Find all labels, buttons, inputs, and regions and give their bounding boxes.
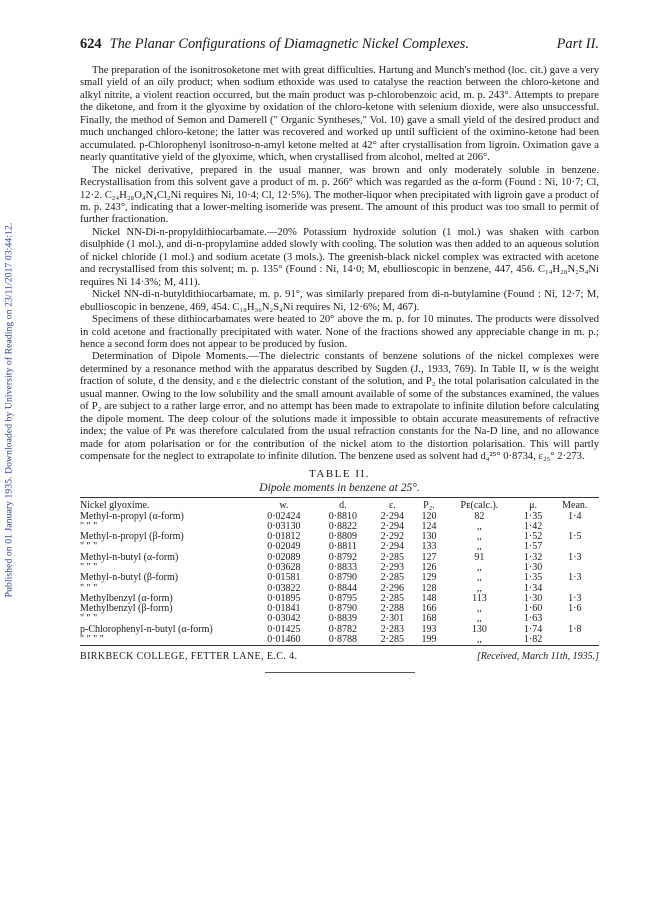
table-cell: 193 (421, 623, 437, 635)
table-cell: 124 (421, 520, 437, 532)
table-cell: Methyl-n-propyl (α-form) (80, 510, 184, 522)
table-row (80, 635, 599, 645)
table-cell: 1·3 (568, 592, 582, 604)
table-cell: 2·288 (380, 603, 404, 615)
table-cell: 166 (421, 603, 437, 615)
table-cell: 1·30 (523, 561, 543, 573)
table-cell: 0·01581 (267, 572, 301, 584)
table-cell: 1·4 (568, 510, 582, 522)
table-cell: 0·8782 (328, 623, 358, 635)
table-cell: " " " (80, 582, 98, 594)
table-cell: 2·294 (380, 541, 404, 553)
table-cell: 0·8788 (328, 634, 358, 646)
header-nickel-glyoxime: Nickel glyoxime. (80, 499, 150, 511)
table-cell: 0·8810 (328, 510, 358, 522)
table-cell: 148 (421, 592, 437, 604)
table-cell: " " " " (80, 634, 104, 646)
header-pe-calc: Pᴇ(calc.). (460, 499, 499, 511)
table-cell: 2·301 (380, 613, 404, 625)
table-cell: Methyl-n-butyl (α-form) (80, 551, 179, 563)
table-cell: 0·8790 (328, 603, 358, 615)
table-cell: " " " (80, 520, 98, 532)
table-cell: " " " (80, 613, 98, 625)
paragraph-dipole-moments: Determination of Dipole Moments.—The dielectric constants of benzene solutions of the nickel complexes were determined by a resonance method with the apparatus described by Sugden (J., 1933, 769). In Table II, w is the weight fraction of solute, d the density, and ε the dielectric constant of the solution, and P₂ the total polarisation calculated in the usual manner. Owing to the low solubility and the small amount available of some of the substances examined, the values of P₂ are subject to a rather large error, and no attempt has been made to extrapolate to infinite dilution before calculating the dipole moment. The deep colour of the solutions made it impossible to obtain accurate measurements of refractive index; the value of Pᴇ was therefore calculated from the usual refraction constants for the Na-D line, and no allowance made for atom polarisation or for the contribution of the nickel atom to the distortion polarisation. This will partly compensate for the neglect to extrapolate to infinite dilution. The benzene used as solvent had d₄²⁵° 0·8734, ε₂₅° 2·273. (80, 351, 599, 463)
page-number: 624 (80, 36, 102, 52)
table-header-row (80, 498, 599, 512)
paragraph-isonitrosoketone: The preparation of the isonitrosoketone met with great difficulties. Hartung and Munch's method (loc. cit.) gave a very small yield of an oily product; when sodium ethoxide was used to catalyse the reaction between the chloro-ketone and alkyl nitrite, a violent reaction occurred, but the main product was p-chlorobenzoic acid, m. p. 243°. Attempts to prepare the diketone, and from it the glyoxime by oxidation of the chloro-ketone with selenium dioxide, were also unsuccessful. Finally, the method of Semon and Damerell (" Organic Syntheses," Vol. 10) gave a small yield of the desired product and much unchanged chloro-ketone; the latter was recovered and worked up until sufficient of the oximino-ketone had been accumulated. p-Chlorophenyl isonitroso-n-amyl ketone melted at 42° after crystallisation from ligroin. Oximation gave a nearly quantitative yield of the glyoxime, which, when crystallised from alcohol, melted at 206°. (80, 65, 599, 164)
table-cell: 120 (421, 510, 437, 522)
table-cell: ,, (476, 613, 482, 625)
table-body (80, 512, 599, 646)
table-cell: 2·296 (380, 582, 404, 594)
table-cell: 2·283 (380, 623, 404, 635)
table-cell: ,, (476, 603, 482, 615)
table-cell: 2·294 (380, 510, 404, 522)
table-cell: 2·285 (380, 551, 404, 563)
table-cell: 2·285 (380, 634, 404, 646)
table-cell: 0·03628 (267, 561, 301, 573)
side-note-text: Published on 01 January 1935. Downloaded by University of Reading on 23/11/2017 03:44:12. (3, 222, 15, 598)
running-title: The Planar Configurations of Diamagnetic Nickel Complexes. (109, 36, 469, 52)
table-cell: Methylbenzyl (β-form) (80, 603, 173, 615)
table-cell: p-Chlorophenyl-n-butyl (α-form) (80, 623, 213, 635)
dipole-moments-table (80, 498, 599, 646)
table-cell: 91 (474, 551, 485, 563)
table-cell: 0·8809 (328, 531, 358, 543)
table-cell: 0·01895 (267, 592, 301, 604)
header-mu: μ. (529, 499, 537, 511)
table-cell: 0·8844 (328, 582, 358, 594)
header-p2: P₂. (423, 499, 435, 511)
table-cell: 1·34 (523, 582, 543, 594)
table-cell: 0·02089 (267, 551, 301, 563)
paragraph-nickel-derivative: The nickel derivative, prepared in the usual manner, was brown and only moderately soluble in benzene. Recrystallisation from this solvent gave a product of m. p. 266° which was regarded as the α-form (Found : Ni, 10·7; Cl, 12·2. C₂₄H₂₈O₄N₄Cl₂Ni requires Ni, 10·4; Cl, 12·5%). The mother-liquor when precipitated with ligroin gave a product of m. p. 243°, indicating that a lower-melting isomeride was present. The amount of this product was too small to permit of further fractionation. (80, 164, 599, 226)
table-cell: Methyl-n-butyl (β-form) (80, 572, 179, 584)
table-cell: " " " (80, 541, 98, 553)
table-cell: 127 (421, 551, 437, 563)
table-cell: Methylbenzyl (α-form) (80, 592, 173, 604)
header-mean: Mean. (562, 499, 588, 511)
table-cell: 0·8811 (328, 541, 357, 553)
table-cell: 0·03822 (267, 582, 301, 594)
table-cell: 0·8839 (328, 613, 358, 625)
table-cell: 130 (421, 531, 437, 543)
table-cell: 1·82 (523, 634, 543, 646)
paragraph-dipropyldithiocarbamate: Nickel NN-Di-n-propyldithiocarbamate.—20% Potassium hydroxide solution (1 mol.) was shaken with carbon disulphide (1 mol.), and di-n-propylamine added slowly with cooling. The solution was then added to an aqueous solution of nickel chloride (1 mol.) and sodium acetate (3 mols.). The greenish-black nickel complex was extracted with acetone and recrystallised from this solvent; m. p. 135° (Found : Ni, 14·0; M, ebullioscopic in benzene, 447, 456. C₁₄H₂₈N₂S₄Ni requires Ni 14·3%; M, 411). (80, 226, 599, 288)
table-cell: 0·02424 (267, 510, 301, 522)
table-cell: ,, (476, 582, 482, 594)
table-cell: 0·02049 (267, 541, 301, 553)
end-rule (265, 672, 415, 673)
part-label: Part II. (556, 36, 599, 52)
table-cell: 1·52 (523, 531, 543, 543)
table-cell: ,, (476, 634, 482, 646)
header-d: d. (339, 499, 347, 511)
received-date: [Received, March 11th, 1935.] (476, 651, 599, 663)
table-cell: 1·42 (523, 520, 543, 532)
table-cell: 2·292 (380, 531, 404, 543)
table-cell: 128 (421, 582, 437, 594)
paper-page (80, 36, 599, 673)
table-cell: 1·35 (523, 572, 543, 584)
table-cell: 1·3 (568, 572, 582, 584)
table-label: TABLE II. (309, 467, 370, 480)
institution-address: BIRKBECK COLLEGE, FETTER LANE, E.C. 4. (80, 651, 298, 663)
table-cell: 1·74 (523, 623, 543, 635)
table-cell: 126 (421, 561, 437, 573)
table-cell: ,, (476, 531, 482, 543)
paragraph-dibutyldithiocarbamate: Nickel NN-di-n-butyldithiocarbamate, m. p. 91°, was similarly prepared from di-n-butylamine (Found : Ni, 12·7; M, ebullioscopic in benzene, 469, 454. C₁₈H₃₆N₂S₄Ni requires Ni, 12·6%; M, 467). (80, 289, 599, 313)
table-cell: ,, (476, 572, 482, 584)
table-cell: 0·03042 (267, 613, 301, 625)
table-cell: 1·32 (523, 551, 543, 563)
publication-side-note (2, 150, 16, 670)
table-cell: 1·8 (568, 623, 582, 635)
table-cell: 1·57 (523, 541, 543, 553)
header-epsilon: ε. (388, 499, 396, 511)
table-cell: 2·285 (380, 592, 404, 604)
running-header (80, 36, 599, 53)
table-caption: Dipole moments in benzene at 25°. (259, 481, 420, 494)
table-cell: ,, (476, 520, 482, 532)
table-cell: 0·03130 (267, 520, 301, 532)
table-cell: 1·5 (568, 531, 582, 543)
table-cell: 0·01425 (267, 623, 301, 635)
table-cell: ,, (476, 561, 482, 573)
table-cell: 129 (421, 572, 437, 584)
table-cell: 1·35 (523, 510, 543, 522)
table-cell: 2·285 (380, 572, 404, 584)
table-cell: 133 (421, 541, 437, 553)
table-cell: 2·293 (380, 561, 404, 573)
table-cell: 82 (474, 510, 485, 522)
table-cell: 1·60 (523, 603, 543, 615)
table-cell: 2·294 (380, 520, 404, 532)
table-cell: 0·8792 (328, 551, 358, 563)
table-cell (551, 635, 599, 645)
table-cell: 168 (421, 613, 437, 625)
table-cell: " " " (80, 561, 98, 573)
table-cell: 1·3 (568, 551, 582, 563)
table-cell: 0·8822 (328, 520, 358, 532)
table-cell: 0·8833 (328, 561, 358, 573)
table-cell: 130 (471, 623, 487, 635)
table-bottom-rule (80, 645, 599, 646)
table-cell: 1·6 (568, 603, 582, 615)
footer (80, 651, 599, 662)
table-cell: Methyl-n-propyl (β-form) (80, 531, 184, 543)
table-cell: 0·01841 (267, 603, 301, 615)
table-cell: 1·30 (523, 592, 543, 604)
table-cell: 0·01460 (267, 634, 301, 646)
table-cell: 199 (421, 634, 437, 646)
table-cell: 0·8795 (328, 592, 358, 604)
paragraph-fusion-test: Specimens of these dithiocarbamates were heated to 20° above the m. p. for 10 minutes. The products were dissolved in cold acetone and fractionally precipitated with water. None of the fractions showed any appreciable change in m. p.; hence a second form does not appear to be produced by fusion. (80, 314, 599, 350)
header-w: w. (279, 499, 289, 511)
table-cell: 1·63 (523, 613, 543, 625)
table-cell: ,, (476, 541, 482, 553)
table-cell: 0·8790 (328, 572, 358, 584)
table-cell: 0·01812 (267, 531, 301, 543)
table-cell: 113 (472, 592, 487, 604)
